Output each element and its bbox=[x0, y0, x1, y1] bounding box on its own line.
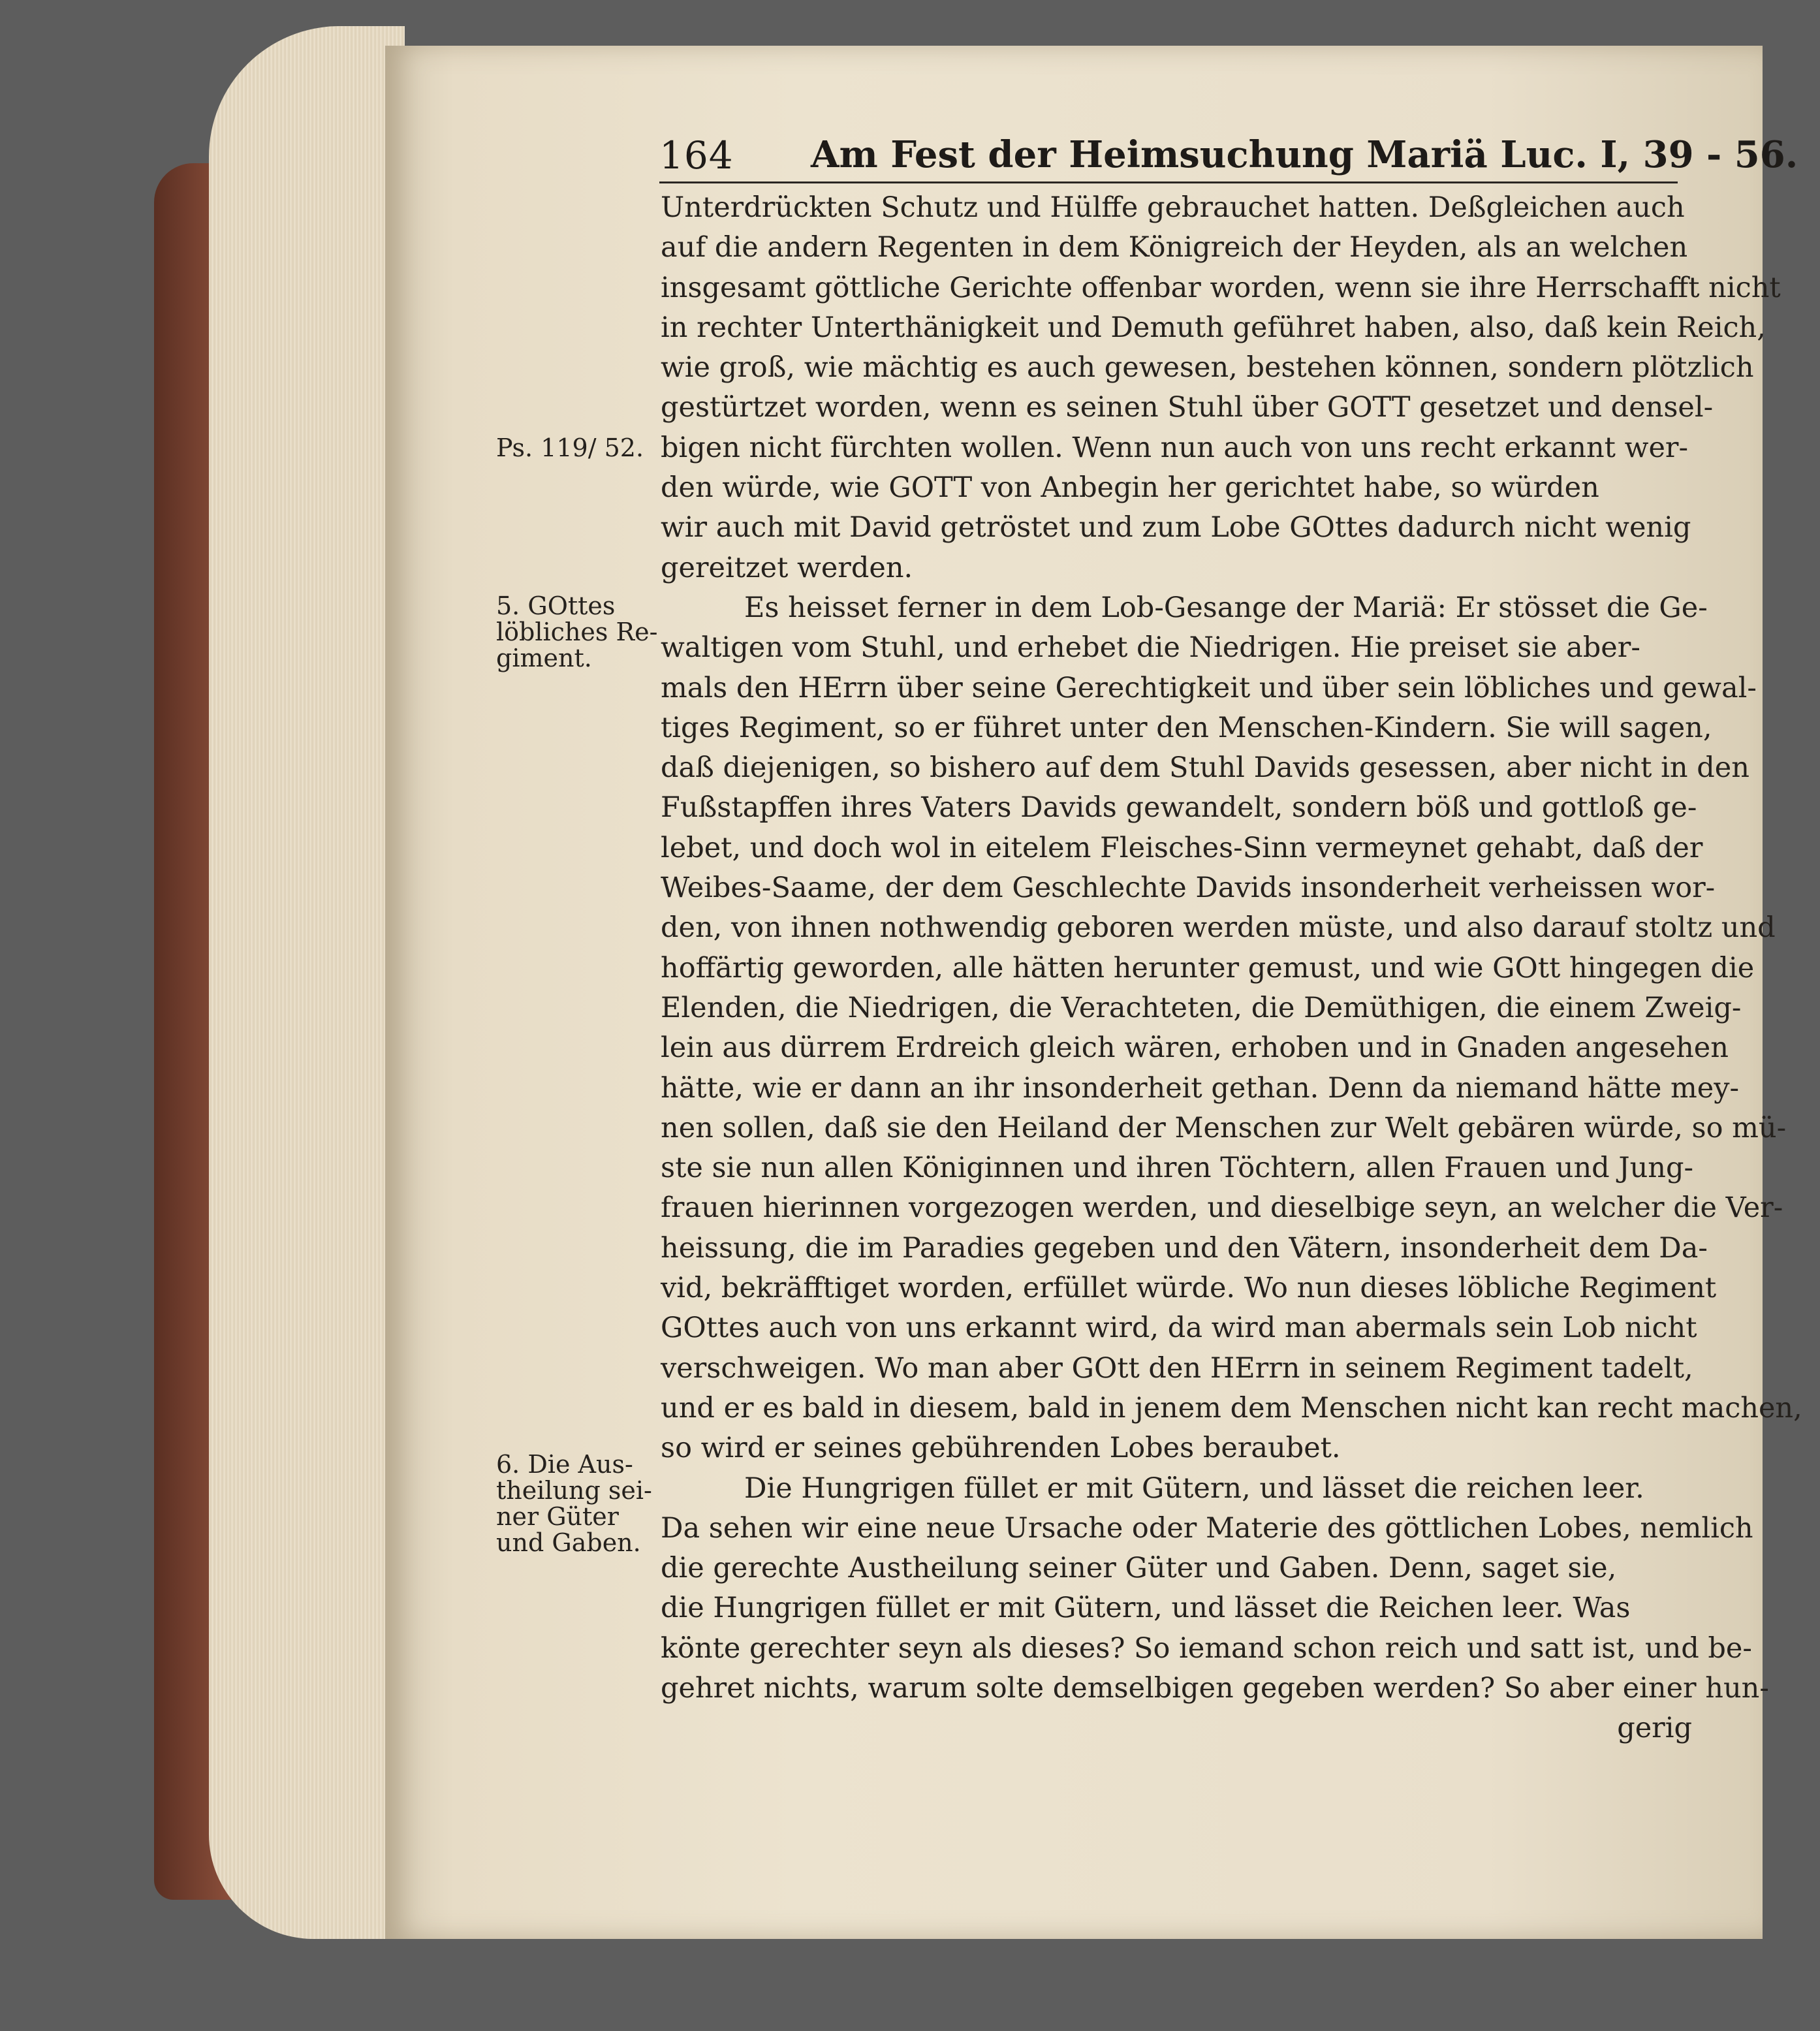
text-line: lebet, und doch wol in eitelem Fleisches-Sinn vermeynet gehabt, daß der bbox=[661, 831, 1703, 864]
catchword: gerig bbox=[1617, 1712, 1692, 1745]
text-line: gehret nichts, warum solte demselbigen gegeben werden? So aber einer hun- bbox=[661, 1671, 1769, 1705]
text-line: ste sie nun allen Königinnen und ihren Töchtern, allen Frauen und Jung- bbox=[661, 1152, 1694, 1185]
text-line: in rechter Unterthänigkeit und Demuth geführet haben, also, daß kein Reich, bbox=[661, 311, 1766, 344]
text-line: so wird er seines gebührenden Lobes beraubet. bbox=[661, 1432, 1341, 1465]
margin-note-line: theilung sei- bbox=[496, 1476, 652, 1505]
body-text bbox=[661, 188, 1802, 1749]
running-title: Am Fest der Heimsuchung Mariä Luc. I, 39 - 56. bbox=[811, 133, 1798, 176]
margin-note-line: und Gaben. bbox=[496, 1528, 641, 1557]
margin-note-line: 5. GOttes bbox=[496, 591, 616, 620]
text-line: waltigen vom Stuhl, und erhebet die Niedrigen. Hie preiset sie aber- bbox=[661, 631, 1640, 665]
text-line: gestürtzet worden, wenn es seinen Stuhl über GOTT gesetzet und densel- bbox=[661, 391, 1714, 424]
text-line: Die Hungrigen füllet er mit Gütern, und lässet die reichen leer. bbox=[744, 1472, 1644, 1505]
text-line: lein aus dürrem Erdreich gleich wären, erhoben und in Gnaden angesehen bbox=[661, 1031, 1729, 1065]
text-line: verschweigen. Wo man aber GOtt den HErrn in seinem Regiment tadelt, bbox=[661, 1351, 1693, 1385]
text-line: Weibes-Saame, der dem Geschlechte Davids insonderheit verheissen wor- bbox=[661, 872, 1716, 905]
margin-note-line: ner Güter bbox=[496, 1502, 619, 1531]
text-line: heissung, die im Paradies gegeben und den Vätern, insonderheit dem Da- bbox=[661, 1231, 1708, 1265]
text-line: nen sollen, daß sie den Heiland der Menschen zur Welt gebären würde, so mü- bbox=[661, 1111, 1787, 1144]
text-line: mals den HErrn über seine Gerechtigkeit und über sein löbliches und gewal- bbox=[661, 671, 1757, 704]
margin-note-austheilung bbox=[496, 1451, 652, 1556]
margin-note-line: 6. Die Aus- bbox=[496, 1450, 633, 1479]
text-line: hoffärtig geworden, alle hätten herunter gemust, und wie GOtt hingegen die bbox=[661, 951, 1755, 984]
text-line: die Hungrigen füllet er mit Gütern, und lässet die Reichen leer. Was bbox=[661, 1592, 1631, 1625]
text-line: vid, bekräfftiget worden, erfüllet würde. Wo nun dieses löbliche Regiment bbox=[661, 1272, 1717, 1305]
text-line: bigen nicht fürchten wollen. Wenn nun auch von uns recht erkannt wer- bbox=[661, 431, 1688, 464]
text-line: daß diejenigen, so bishero auf dem Stuhl Davids gesessen, aber nicht in den bbox=[661, 751, 1749, 785]
margin-note-line: Ps. 119/ 52. bbox=[496, 433, 644, 462]
text-line: Es heisset ferner in dem Lob-Gesange der Mariä: Er stösset die Ge- bbox=[744, 591, 1708, 624]
text-line: gereitzet werden. bbox=[661, 551, 913, 584]
text-line: auf die andern Regenten in dem Königreich der Heyden, als an welchen bbox=[661, 231, 1688, 264]
text-line: Fußstapffen ihres Vaters Davids gewandelt, sondern böß und gottloß ge- bbox=[661, 791, 1697, 825]
text-line: wir auch mit David getröstet und zum Lobe GOttes dadurch nicht wenig bbox=[661, 511, 1691, 544]
text-line: könte gerechter seyn als dieses? So iemand schon reich und satt ist, und be- bbox=[661, 1631, 1752, 1665]
text-line: hätte, wie er dann an ihr insonderheit gethan. Denn da niemand hätte mey- bbox=[661, 1071, 1740, 1105]
text-line: Da sehen wir eine neue Ursache oder Materie des göttlichen Lobes, nemlich bbox=[661, 1511, 1753, 1545]
page-edges bbox=[209, 26, 405, 1939]
text-line: insgesamt göttliche Gerichte offenbar worden, wenn sie ihre Herrschafft nicht bbox=[661, 271, 1781, 304]
margin-note-line: giment. bbox=[496, 644, 592, 672]
page-number: 164 bbox=[659, 133, 734, 178]
text-line: und er es bald in diesem, bald in jenem dem Menschen nicht kan recht machen, bbox=[661, 1391, 1802, 1425]
text-line: die gerechte Austheilung seiner Güter und Gaben. Denn, saget sie, bbox=[661, 1552, 1617, 1585]
page-header bbox=[659, 129, 1798, 183]
text-line: wie groß, wie mächtig es auch gewesen, bestehen können, sondern plötzlich bbox=[661, 351, 1754, 385]
text-line: tiges Regiment, so er führet unter den Menschen-Kindern. Sie will sagen, bbox=[661, 711, 1712, 744]
margin-note-regiment bbox=[496, 593, 657, 671]
text-line: Elenden, die Niedrigen, die Verachteten, die Demüthigen, die einem Zweig- bbox=[661, 991, 1742, 1024]
text-line: frauen hierinnen vorgezogen werden, und dieselbige seyn, an welcher die Ver- bbox=[661, 1191, 1783, 1225]
margin-note-psalm bbox=[496, 435, 644, 461]
text-line: Unterdrückten Schutz und Hülffe gebrauchet hatten. Deßgleichen auch bbox=[661, 191, 1685, 224]
text-line: den, von ihnen nothwendig geboren werden müste, und also darauf stoltz und bbox=[661, 911, 1776, 945]
text-line: den würde, wie GOTT von Anbegin her gerichtet habe, so würden bbox=[661, 471, 1599, 505]
text-line: GOttes auch von uns erkannt wird, da wird man abermals sein Lob nicht bbox=[661, 1312, 1697, 1345]
margin-note-line: löbliches Re- bbox=[496, 618, 658, 646]
